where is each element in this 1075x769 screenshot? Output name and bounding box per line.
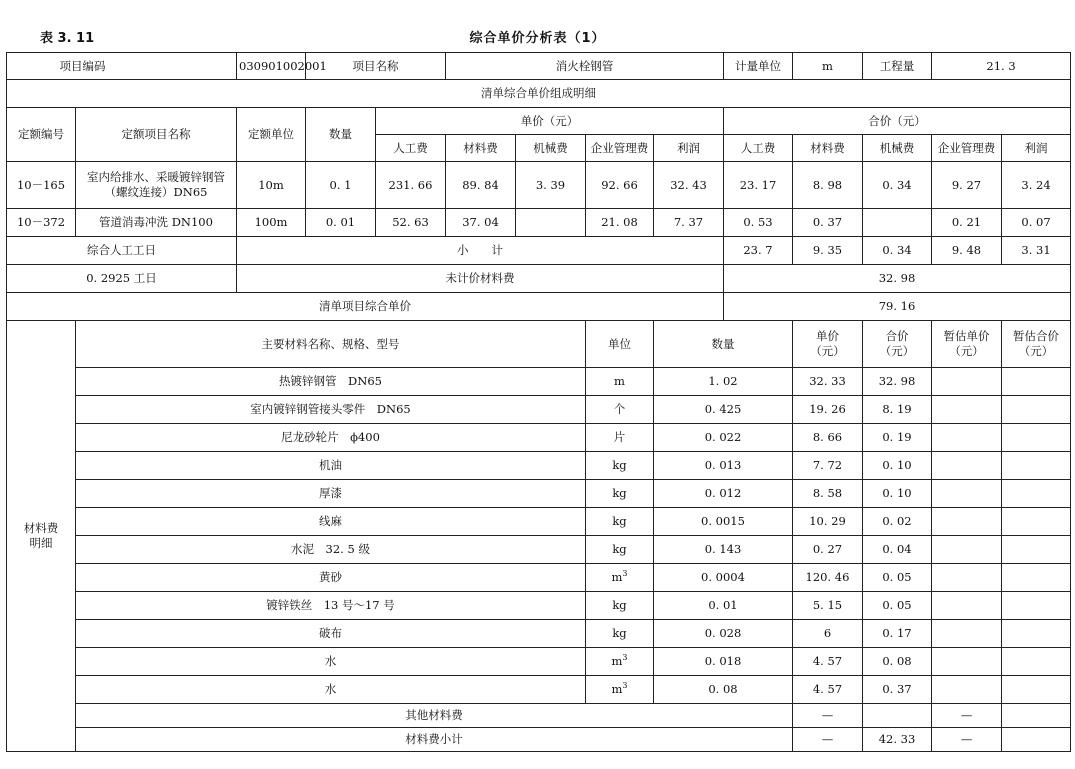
- quota-name: 管道消毒冲洗 DN100: [76, 209, 237, 237]
- subtotal-mgmt: 9. 48: [932, 237, 1002, 265]
- col-t-profit: 利润: [1002, 135, 1071, 162]
- material-qty: 0. 018: [654, 648, 793, 676]
- composite-value: 79. 16: [724, 293, 1071, 321]
- material-name: 线麻: [76, 508, 586, 536]
- material-unit: 个: [586, 396, 654, 424]
- quota-qty: 0. 1: [306, 162, 376, 209]
- material-row: [7, 452, 1071, 480]
- material-est-total: [1002, 676, 1071, 704]
- material-row: [7, 480, 1071, 508]
- total-material: 0. 37: [793, 209, 863, 237]
- material-total: 0. 05: [863, 592, 932, 620]
- material-name: 水: [76, 676, 586, 704]
- material-qty: 0. 425: [654, 396, 793, 424]
- unit-profit: 7. 37: [654, 209, 724, 237]
- material-est-total: [1002, 452, 1071, 480]
- material-price: 5. 15: [793, 592, 863, 620]
- table-row: [7, 162, 1071, 209]
- composite-row: [7, 293, 1071, 321]
- table-number: 表 3. 11: [40, 31, 95, 46]
- total-labor: 23. 17: [724, 162, 793, 209]
- material-total: 8. 19: [863, 396, 932, 424]
- material-unit: $m^3$: [586, 564, 654, 592]
- material-total: 0. 05: [863, 564, 932, 592]
- material-qty: 0. 012: [654, 480, 793, 508]
- col-total-price: 合价（元）: [724, 108, 1071, 135]
- material-unit: kg: [586, 452, 654, 480]
- material-name: 厚漆: [76, 480, 586, 508]
- col-unit-price: 单价（元）: [376, 108, 724, 135]
- material-qty: 0. 143: [654, 536, 793, 564]
- material-name: 水: [76, 648, 586, 676]
- material-row: [7, 424, 1071, 452]
- material-row: [7, 676, 1071, 704]
- other-material-row: [7, 704, 1071, 728]
- composite-label: 清单项目综合单价: [7, 293, 724, 321]
- subtotal-profit: 3. 31: [1002, 237, 1071, 265]
- col-quota-no: 定额编号: [7, 108, 76, 162]
- material-price: 7. 72: [793, 452, 863, 480]
- unit-material: 89. 84: [446, 162, 516, 209]
- col-t-labor: 人工费: [724, 135, 793, 162]
- material-est-price: [932, 396, 1002, 424]
- unpriced-value: 32. 98: [724, 265, 1071, 293]
- quota-qty: 0. 01: [306, 209, 376, 237]
- total-labor: 0. 53: [724, 209, 793, 237]
- other-material-label: 其他材料费: [76, 704, 793, 728]
- material-name: 尼龙砂轮片 ϕ400: [76, 424, 586, 452]
- material-price: 8. 66: [793, 424, 863, 452]
- total-profit: 0. 07: [1002, 209, 1071, 237]
- material-unit: $m^3$: [586, 676, 654, 704]
- material-name: 黄砂: [76, 564, 586, 592]
- table-title: 综合单价分析表（1）: [469, 31, 606, 46]
- material-est-price: [932, 648, 1002, 676]
- section-title-row: [7, 80, 1071, 108]
- total-mgmt: 0. 21: [932, 209, 1002, 237]
- unit-mgmt: 21. 08: [586, 209, 654, 237]
- material-est-total: [1002, 564, 1071, 592]
- material-est-price: [932, 620, 1002, 648]
- material-qty: 0. 022: [654, 424, 793, 452]
- col-t-mgmt: 企业管理费: [932, 135, 1002, 162]
- material-price: 0. 27: [793, 536, 863, 564]
- material-price: 19. 26: [793, 396, 863, 424]
- material-total: 0. 19: [863, 424, 932, 452]
- material-est-total: [1002, 508, 1071, 536]
- name-label: 项目名称: [306, 53, 446, 80]
- mat-col-name: 主要材料名称、规格、型号: [76, 321, 586, 368]
- material-total: 0. 08: [863, 648, 932, 676]
- unit-machine: [516, 209, 586, 237]
- material-row: [7, 620, 1071, 648]
- material-qty: 0. 013: [654, 452, 793, 480]
- material-est-total: [1002, 424, 1071, 452]
- material-header-row: [7, 321, 1071, 368]
- material-name: 破布: [76, 620, 586, 648]
- material-qty: 0. 08: [654, 676, 793, 704]
- quota-name: 室内给排水、采暖镀锌钢管（螺纹连接）DN65: [76, 162, 237, 209]
- table-row: [7, 209, 1071, 237]
- material-total: 0. 17: [863, 620, 932, 648]
- material-subtotal-price: —: [793, 728, 863, 752]
- material-price: 6: [793, 620, 863, 648]
- material-est-price: [932, 536, 1002, 564]
- material-name: 室内镀锌钢管接头零件 DN65: [76, 396, 586, 424]
- unit-mgmt: 92. 66: [586, 162, 654, 209]
- material-est-price: [932, 368, 1002, 396]
- material-row: [7, 592, 1071, 620]
- total-mgmt: 9. 27: [932, 162, 1002, 209]
- col-t-material: 材料费: [793, 135, 863, 162]
- unit-material: 37. 04: [446, 209, 516, 237]
- material-row: [7, 564, 1071, 592]
- mat-col-est-price: 暂估单价 （元）: [932, 321, 1002, 368]
- mat-col-unit: 单位: [586, 321, 654, 368]
- material-est-total: [1002, 620, 1071, 648]
- material-unit: kg: [586, 620, 654, 648]
- material-name: 水泥 32. 5 级: [76, 536, 586, 564]
- material-unit: kg: [586, 536, 654, 564]
- material-row: [7, 368, 1071, 396]
- unit-label: 计量单位: [724, 53, 793, 80]
- total-material: 8. 98: [793, 162, 863, 209]
- total-machine: 0. 34: [863, 162, 932, 209]
- material-est-price: [932, 508, 1002, 536]
- material-unit: kg: [586, 480, 654, 508]
- subtotal-label: 小 计: [237, 237, 724, 265]
- material-qty: 1. 02: [654, 368, 793, 396]
- item-code: 030901002001: [237, 53, 306, 80]
- item-unit: m: [793, 53, 863, 80]
- code-label: 项目编码: [7, 53, 237, 80]
- material-est-price: [932, 452, 1002, 480]
- total-profit: 3. 24: [1002, 162, 1071, 209]
- material-est-total: [1002, 396, 1071, 424]
- material-est-price: [932, 564, 1002, 592]
- unpriced-row: [7, 265, 1071, 293]
- labor-days-label: 综合人工工日: [7, 237, 237, 265]
- other-material-total: [863, 704, 932, 728]
- subtotal-labor: 23. 7: [724, 237, 793, 265]
- mat-col-total: 合价 （元）: [863, 321, 932, 368]
- unit-labor: 231. 66: [376, 162, 446, 209]
- material-row: [7, 508, 1071, 536]
- material-total: 0. 10: [863, 480, 932, 508]
- material-unit: 片: [586, 424, 654, 452]
- col-quota-unit: 定额单位: [237, 108, 306, 162]
- material-total: 0. 04: [863, 536, 932, 564]
- material-est-price: [932, 676, 1002, 704]
- material-subtotal-est-price: —: [932, 728, 1002, 752]
- col-quota-name: 定额项目名称: [76, 108, 237, 162]
- material-price: 8. 58: [793, 480, 863, 508]
- material-est-price: [932, 592, 1002, 620]
- other-material-price: —: [793, 704, 863, 728]
- table-caption: [0, 27, 1075, 45]
- material-price: 32. 33: [793, 368, 863, 396]
- quota-no: 10－165: [7, 162, 76, 209]
- mat-col-est-total: 暂估合价 （元）: [1002, 321, 1071, 368]
- labor-days-value: 0. 2925 工日: [7, 265, 237, 293]
- material-row: [7, 648, 1071, 676]
- other-material-est-total: [1002, 704, 1071, 728]
- section-title: 清单综合单价组成明细: [7, 80, 1071, 108]
- col-t-machine: 机械费: [863, 135, 932, 162]
- header-row: [7, 53, 1071, 80]
- col-u-mgmt: 企业管理费: [586, 135, 654, 162]
- material-est-total: [1002, 648, 1071, 676]
- qty-label: 工程量: [863, 53, 932, 80]
- quota-unit: 100m: [237, 209, 306, 237]
- subtotal-machine: 0. 34: [863, 237, 932, 265]
- material-price: 10. 29: [793, 508, 863, 536]
- material-subtotal-total: 42. 33: [863, 728, 932, 752]
- material-subtotal-row: [7, 728, 1071, 752]
- material-qty: 0. 0015: [654, 508, 793, 536]
- material-row: [7, 536, 1071, 564]
- col-u-machine: 机械费: [516, 135, 586, 162]
- mat-col-price: 单价 （元）: [793, 321, 863, 368]
- material-est-total: [1002, 592, 1071, 620]
- quota-unit: 10m: [237, 162, 306, 209]
- material-qty: 0. 0004: [654, 564, 793, 592]
- subtotal-row: [7, 237, 1071, 265]
- unit-labor: 52. 63: [376, 209, 446, 237]
- material-name: 热镀锌钢管 DN65: [76, 368, 586, 396]
- material-row: [7, 396, 1071, 424]
- unpriced-label: 未计价材料费: [237, 265, 724, 293]
- col-quantity: 数量: [306, 108, 376, 162]
- item-qty: 21. 3: [932, 53, 1071, 80]
- material-subtotal-label: 材料费小计: [76, 728, 793, 752]
- unit-price-analysis-table: [6, 52, 1071, 752]
- material-est-total: [1002, 368, 1071, 396]
- col-u-profit: 利润: [654, 135, 724, 162]
- col-u-labor: 人工费: [376, 135, 446, 162]
- material-price: 120. 46: [793, 564, 863, 592]
- material-total: 0. 37: [863, 676, 932, 704]
- other-material-est-price: —: [932, 704, 1002, 728]
- material-side-label: 材料费 明细: [7, 321, 76, 752]
- material-name: 镀锌铁丝 13 号～17 号: [76, 592, 586, 620]
- material-unit: m: [586, 368, 654, 396]
- material-est-total: [1002, 536, 1071, 564]
- quota-no: 10－372: [7, 209, 76, 237]
- unit-machine: 3. 39: [516, 162, 586, 209]
- column-header-row-1: [7, 108, 1071, 135]
- material-qty: 0. 028: [654, 620, 793, 648]
- material-total: 0. 10: [863, 452, 932, 480]
- col-u-material: 材料费: [446, 135, 516, 162]
- material-qty: 0. 01: [654, 592, 793, 620]
- material-unit: kg: [586, 592, 654, 620]
- mat-col-qty: 数量: [654, 321, 793, 368]
- material-est-total: [1002, 480, 1071, 508]
- material-est-price: [932, 480, 1002, 508]
- material-subtotal-est-total: [1002, 728, 1071, 752]
- subtotal-material: 9. 35: [793, 237, 863, 265]
- material-est-price: [932, 424, 1002, 452]
- material-name: 机油: [76, 452, 586, 480]
- total-machine: [863, 209, 932, 237]
- material-total: 0. 02: [863, 508, 932, 536]
- material-total: 32. 98: [863, 368, 932, 396]
- material-price: 4. 57: [793, 648, 863, 676]
- material-price: 4. 57: [793, 676, 863, 704]
- item-name: 消火栓钢管: [446, 53, 724, 80]
- unit-profit: 32. 43: [654, 162, 724, 209]
- material-unit: kg: [586, 508, 654, 536]
- material-unit: $m^3$: [586, 648, 654, 676]
